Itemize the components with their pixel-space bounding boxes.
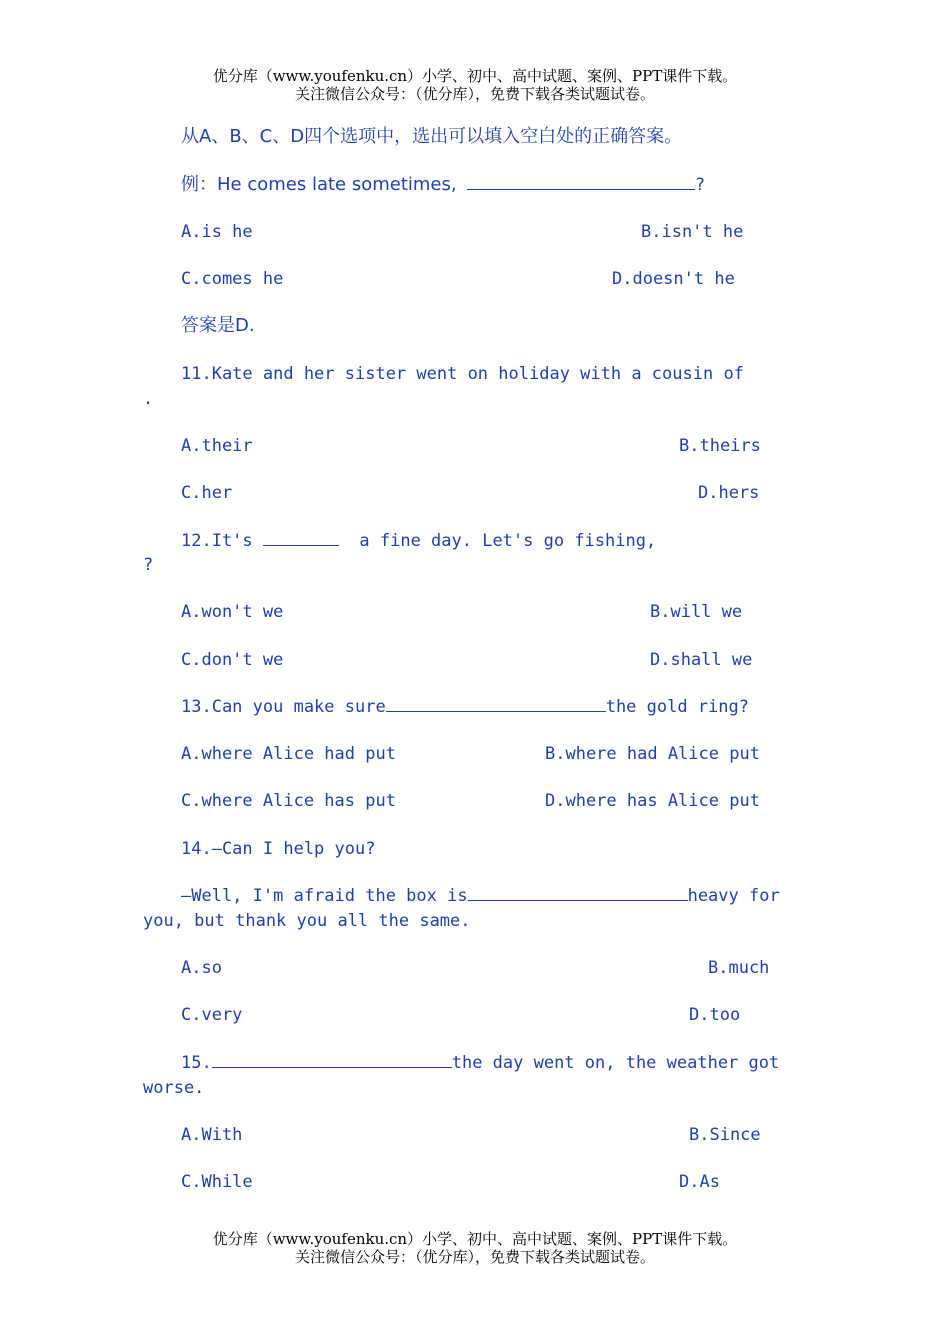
- option-a: A.is he: [181, 222, 253, 242]
- example-answer: 答案是D.: [181, 315, 255, 336]
- option-c: C.While: [181, 1172, 253, 1192]
- option-d: D.doesn't he: [612, 269, 735, 289]
- question-15-stem-cont: worse.: [143, 1078, 205, 1098]
- question-15-stem: [181, 1052, 779, 1074]
- stem-post: heavy for: [687, 886, 780, 906]
- answer-blank: [468, 885, 688, 901]
- option-a: A.With: [181, 1125, 243, 1145]
- option-d: D.too: [689, 1005, 741, 1025]
- option-a: A.where Alice had put: [181, 744, 396, 764]
- question-11-stem-cont: .: [143, 389, 154, 409]
- option-a: A.their: [181, 436, 253, 456]
- question-12-stem: [181, 530, 656, 552]
- question-12-stem-cont: ?: [143, 555, 154, 575]
- option-b: B.theirs: [679, 436, 761, 456]
- option-d: D.shall we: [650, 650, 753, 670]
- option-c: C.don't we: [181, 650, 284, 670]
- question-11-stem: 11.Kate and her sister went on holiday with a cousin of: [181, 364, 744, 384]
- question-13-stem: [181, 696, 749, 718]
- option-c: C.where Alice has put: [181, 791, 396, 811]
- option-a: A.won't we: [181, 602, 284, 622]
- option-d: D.where has Alice put: [545, 791, 760, 811]
- option-a: A.so: [181, 958, 222, 978]
- option-b: B.where had Alice put: [545, 744, 760, 764]
- stem-pre: 15.: [181, 1053, 212, 1073]
- footer-line-2: 关注微信公众号：（优分库），免费下载各类试题试卷。: [294, 1248, 655, 1266]
- header-line-1: 优分库（www.youfenku.cn）小学、初中、高中试题、案例、PPT课件下载。: [212, 67, 738, 85]
- answer-blank: [386, 696, 606, 712]
- option-c: C.very: [181, 1005, 243, 1025]
- option-c: C.comes he: [181, 269, 284, 289]
- stem-post: the gold ring?: [605, 697, 749, 717]
- example-stem: [181, 174, 705, 196]
- answer-blank: [467, 174, 695, 190]
- answer-blank: [212, 1052, 452, 1068]
- instruction: 从A、B、C、D四个选项中，选出可以填入空白处的正确答案。: [181, 126, 683, 147]
- option-b: B.much: [708, 958, 770, 978]
- header-line-2: 关注微信公众号：（优分库），免费下载各类试题试卷。: [294, 85, 655, 103]
- stem-post: a fine day. Let's go fishing,: [359, 531, 657, 551]
- page-footer: [0, 1230, 950, 1266]
- option-b: B.will we: [650, 602, 743, 622]
- question-14-stem-2: [181, 885, 780, 907]
- option-c: C.her: [181, 483, 233, 503]
- option-b: B.isn't he: [641, 222, 744, 242]
- page-header: [0, 67, 950, 103]
- option-d: D.As: [679, 1172, 720, 1192]
- stem-pre: 13.Can you make sure: [181, 697, 386, 717]
- option-d: D.hers: [698, 483, 760, 503]
- example-prefix: 例：He comes late sometimes,: [181, 174, 457, 195]
- question-14-stem-cont: you, but thank you all the same.: [143, 911, 471, 931]
- stem-pre: 12.It's: [181, 531, 253, 551]
- question-14-stem: 14.—Can I help you?: [181, 839, 376, 859]
- example-suffix: ?: [694, 175, 706, 195]
- answer-blank: [263, 530, 339, 546]
- option-b: B.Since: [689, 1125, 761, 1145]
- footer-line-1: 优分库（www.youfenku.cn）小学、初中、高中试题、案例、PPT课件下载。: [212, 1230, 738, 1248]
- stem-post: the day went on, the weather got: [451, 1053, 780, 1073]
- stem-pre: —Well, I'm afraid the box is: [181, 886, 468, 906]
